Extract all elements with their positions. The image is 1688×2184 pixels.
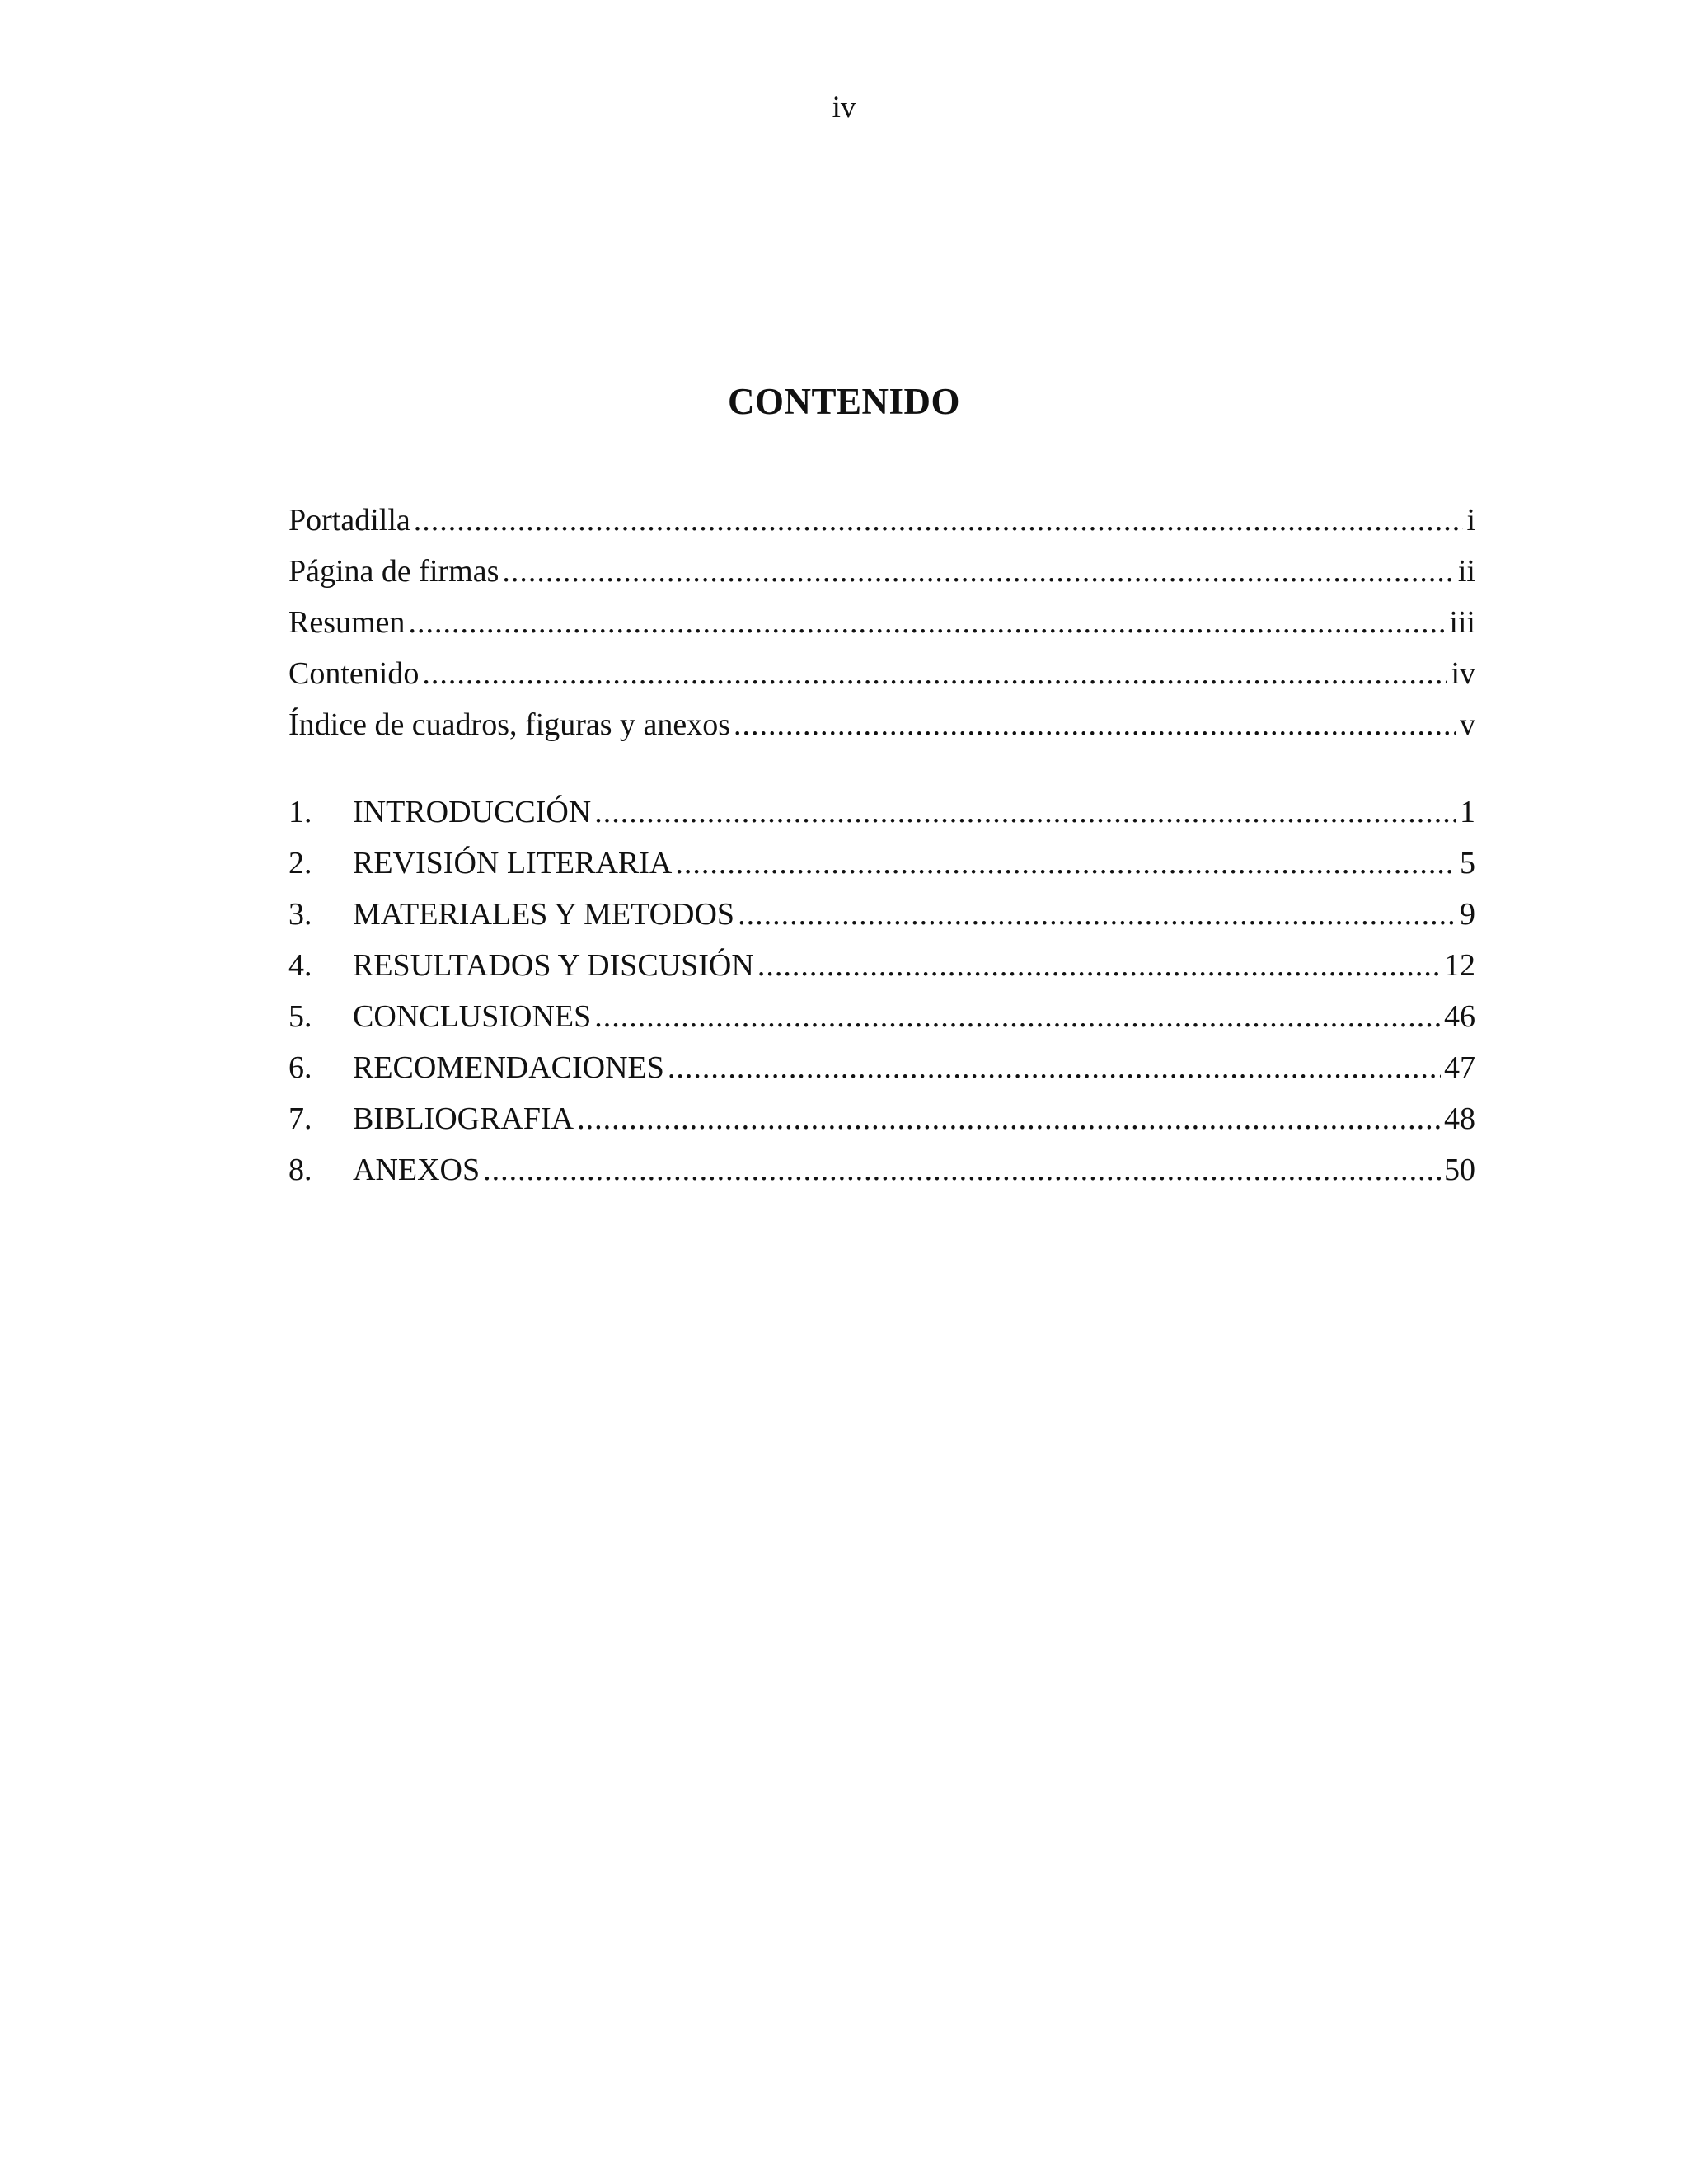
toc-chapter-number: 6.: [288, 1050, 312, 1085]
toc-leader-dots: [594, 1001, 1441, 1032]
toc-entry-label: Resumen: [288, 605, 406, 640]
toc-chapter-entry[interactable]: [288, 848, 1475, 899]
toc-chapter-entry[interactable]: [288, 796, 1475, 848]
toc-leader-dots: [577, 1103, 1441, 1134]
toc-entry-label: MATERIALES Y METODOS: [353, 897, 735, 932]
toc-chapter-number: 3.: [288, 897, 312, 932]
toc-entry-label: RESULTADOS Y DISCUSIÓN: [353, 948, 754, 983]
toc-chapter-number: 5.: [288, 999, 312, 1034]
toc-chapter-number: 1.: [288, 795, 312, 829]
toc-leader-dots: [675, 848, 1456, 879]
toc-leader-dots: [668, 1052, 1441, 1083]
toc-entry-label: CONCLUSIONES: [353, 999, 592, 1034]
toc-entry[interactable]: [288, 607, 1475, 658]
toc-leader-dots: [414, 505, 1464, 536]
toc-entry-label: Portadilla: [288, 503, 410, 538]
page-title: CONTENIDO: [727, 381, 961, 422]
toc-entry-page: 1: [1460, 795, 1475, 829]
toc-leader-dots: [483, 1154, 1441, 1186]
toc-entry-page: iii: [1449, 605, 1475, 640]
toc-entry-label: INTRODUCCIÓN: [353, 795, 592, 829]
toc-chapter-entry[interactable]: [288, 1154, 1475, 1205]
toc-entry-page: 50: [1444, 1153, 1475, 1187]
toc-leader-dots: [738, 899, 1456, 930]
toc-chapter-entry[interactable]: [288, 950, 1475, 1001]
toc-entry-page: 12: [1444, 948, 1475, 983]
toc-entry-page: v: [1460, 707, 1475, 742]
toc-chapter-number: 2.: [288, 846, 312, 881]
toc-chapter-entry[interactable]: [288, 1052, 1475, 1103]
toc-entry-page: iv: [1451, 656, 1475, 691]
toc-leader-dots: [757, 950, 1441, 981]
toc-entry[interactable]: [288, 709, 1475, 760]
toc-entry-label: Página de firmas: [288, 554, 499, 589]
toc-entry-label: Contenido: [288, 656, 420, 691]
toc-entry-page: 46: [1444, 999, 1475, 1034]
toc-entry-label: REVISIÓN LITERARIA: [353, 846, 673, 881]
toc-entry-label: RECOMENDACIONES: [353, 1050, 664, 1085]
toc-chapters: [288, 796, 1475, 1205]
page-number: iv: [832, 91, 856, 124]
toc-leader-dots: [408, 607, 1446, 638]
toc-entry-label: Índice de cuadros, figuras y anexos: [288, 707, 731, 742]
toc-chapter-entry[interactable]: [288, 1001, 1475, 1052]
toc-chapter-number: 8.: [288, 1153, 312, 1187]
toc-entry[interactable]: [288, 658, 1475, 709]
toc-entry-page: ii: [1457, 554, 1475, 589]
toc-leader-dots: [594, 796, 1456, 828]
toc-chapter-number: 7.: [288, 1101, 312, 1136]
toc-entry-page: 9: [1460, 897, 1475, 932]
toc-chapter-entry[interactable]: [288, 899, 1475, 950]
toc-entry[interactable]: [288, 505, 1475, 556]
toc-entry-page: i: [1466, 503, 1475, 538]
toc-entry[interactable]: [288, 556, 1475, 607]
toc-leader-dots: [502, 556, 1455, 587]
toc-leader-dots: [734, 709, 1456, 740]
toc-entry-label: BIBLIOGRAFIA: [353, 1101, 574, 1136]
toc-entry-page: 48: [1444, 1101, 1475, 1136]
toc-chapter-entry[interactable]: [288, 1103, 1475, 1154]
toc-front-matter: [288, 505, 1475, 760]
toc-entry-page: 47: [1444, 1050, 1475, 1085]
toc-entry-page: 5: [1460, 846, 1475, 881]
toc-entry-label: ANEXOS: [353, 1153, 481, 1187]
toc-chapter-number: 4.: [288, 948, 312, 983]
toc-leader-dots: [422, 658, 1447, 689]
